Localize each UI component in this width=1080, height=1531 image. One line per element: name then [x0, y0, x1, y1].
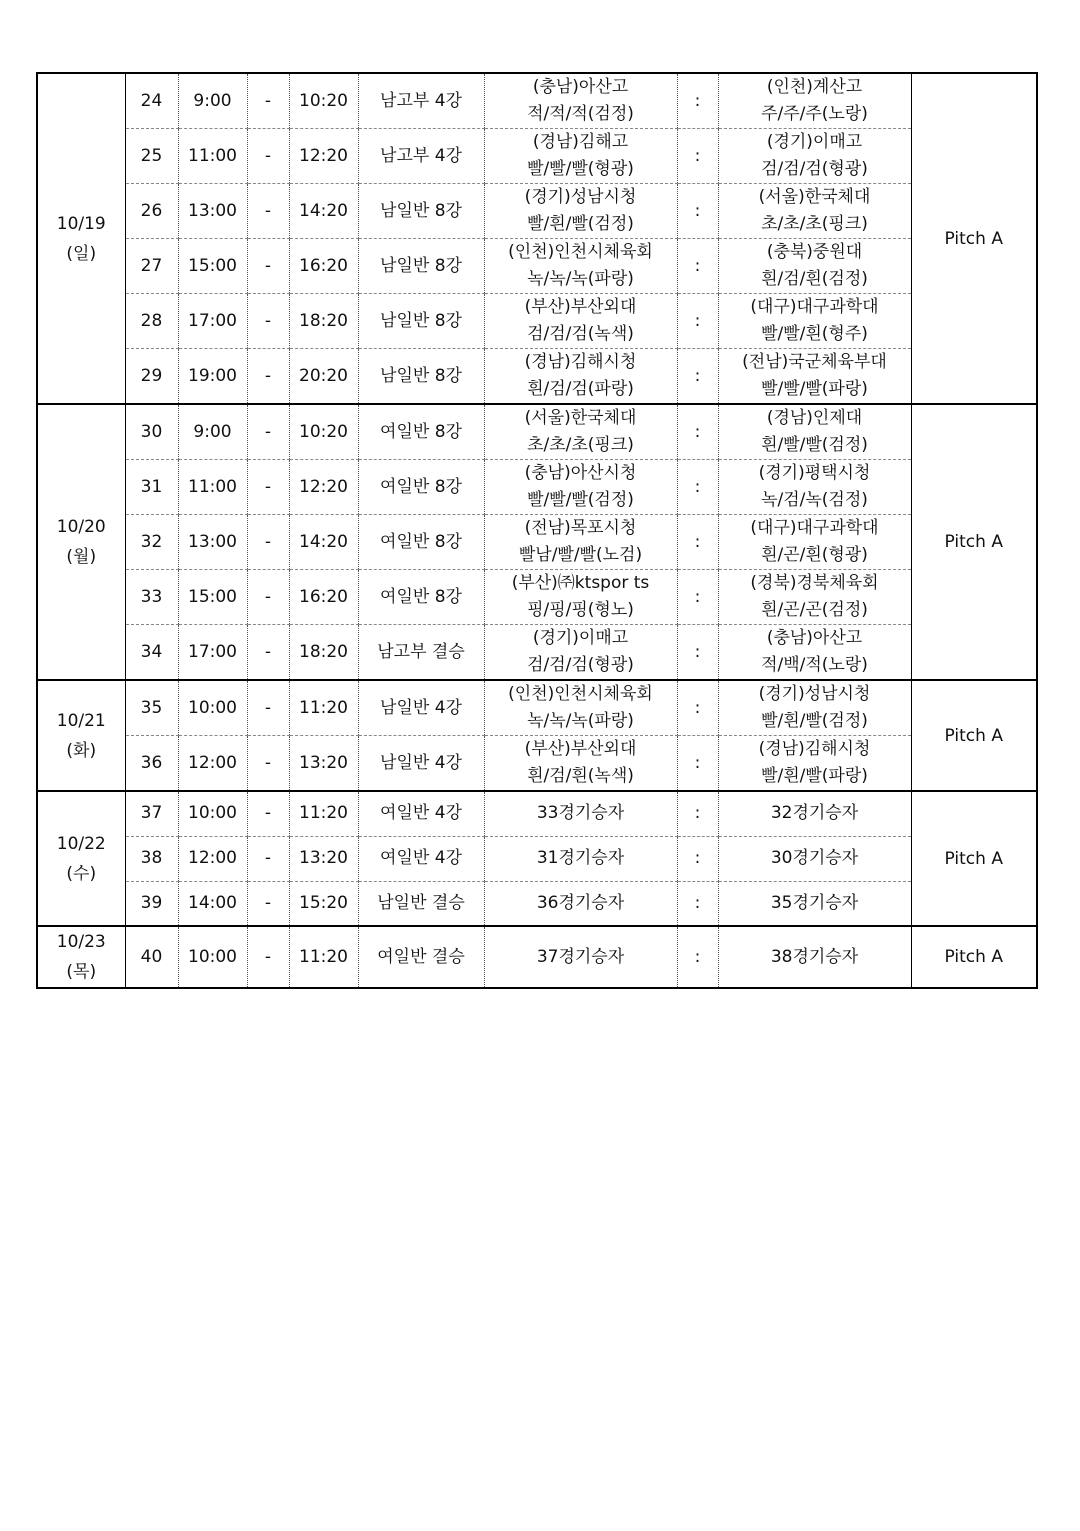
- time-separator: -: [247, 680, 289, 736]
- home-team-line: 흰/검/검(파랑): [527, 379, 634, 399]
- home-team: [484, 680, 677, 736]
- away-team: [718, 736, 911, 792]
- division-round: 남고부 4강: [358, 129, 484, 184]
- table-row: [37, 184, 1037, 239]
- match-number: 36: [125, 736, 178, 792]
- match-date: [37, 791, 125, 926]
- end-time: 10:20: [289, 404, 358, 460]
- home-team-line: 빨남/빨/빨(노검): [518, 545, 643, 565]
- division-round: 여일반 결승: [358, 926, 484, 988]
- away-team-line: 흰/검/흰(검정): [761, 269, 868, 289]
- division-round: 여일반 8강: [358, 515, 484, 570]
- time-separator: -: [247, 460, 289, 515]
- away-team-line: 38경기승자: [770, 946, 859, 967]
- versus-separator: :: [677, 294, 718, 349]
- date-label: 10/20: [56, 517, 106, 537]
- home-team: [484, 73, 677, 129]
- away-team-line: (대구)대구과학대: [750, 297, 879, 317]
- home-team-line: (인천)인천시체육회: [508, 242, 653, 262]
- date-label: 10/21: [56, 710, 106, 731]
- home-team: [484, 791, 677, 836]
- table-row: [37, 881, 1037, 926]
- start-time: 19:00: [178, 349, 247, 405]
- end-time: 13:20: [289, 836, 358, 881]
- end-time: 16:20: [289, 570, 358, 625]
- weekday-label: (일): [66, 243, 97, 264]
- table-row: [37, 515, 1037, 570]
- away-team-line: 흰/곤/흰(형광): [761, 545, 868, 565]
- table-row: [37, 736, 1037, 792]
- start-time: 15:00: [178, 570, 247, 625]
- away-team-line: 빨/빨/빨(파랑): [761, 379, 868, 399]
- end-time: 11:20: [289, 680, 358, 736]
- start-time: 11:00: [178, 460, 247, 515]
- pitch-label: Pitch A: [911, 791, 1037, 926]
- end-time: 15:20: [289, 881, 358, 926]
- schedule-body: [37, 73, 1037, 988]
- home-team-line: 검/검/검(녹색): [527, 324, 634, 344]
- table-row: [37, 73, 1037, 129]
- away-team: [718, 791, 911, 836]
- start-time: 9:00: [178, 73, 247, 129]
- time-separator: -: [247, 349, 289, 405]
- away-team: [718, 515, 911, 570]
- home-team-line: (경기)성남시청: [524, 187, 637, 207]
- away-team: [718, 836, 911, 881]
- away-team: [718, 239, 911, 294]
- match-date: [37, 680, 125, 791]
- match-number: 26: [125, 184, 178, 239]
- table-row: [37, 625, 1037, 681]
- division-round: 여일반 8강: [358, 404, 484, 460]
- home-team: [484, 625, 677, 681]
- home-team: [484, 239, 677, 294]
- time-separator: -: [247, 836, 289, 881]
- time-separator: -: [247, 239, 289, 294]
- away-team-line: (경기)평택시청: [758, 463, 871, 483]
- home-team-line: 31경기승자: [536, 848, 625, 868]
- home-team-line: (전남)목포시청: [524, 518, 637, 538]
- match-number: 28: [125, 294, 178, 349]
- home-team: [484, 349, 677, 405]
- home-team-line: 빨/흰/빨(검정): [527, 214, 634, 234]
- match-number: 38: [125, 836, 178, 881]
- match-number: 34: [125, 625, 178, 681]
- match-number: 32: [125, 515, 178, 570]
- away-team: [718, 294, 911, 349]
- versus-separator: :: [677, 926, 718, 988]
- home-team-line: (경남)김해고: [532, 132, 629, 152]
- table-row: [37, 294, 1037, 349]
- time-separator: -: [247, 73, 289, 129]
- end-time: 12:20: [289, 129, 358, 184]
- time-separator: -: [247, 404, 289, 460]
- start-time: 15:00: [178, 239, 247, 294]
- table-row: [37, 926, 1037, 988]
- away-team-line: (전남)국군체육부대: [742, 352, 887, 372]
- away-team-line: 적/백/적(노랑): [761, 655, 868, 675]
- date-label: 10/19: [56, 213, 106, 234]
- match-number: 31: [125, 460, 178, 515]
- date-label: 10/22: [56, 833, 106, 854]
- match-number: 25: [125, 129, 178, 184]
- away-team-line: (경남)인제대: [766, 408, 863, 428]
- away-team: [718, 881, 911, 926]
- home-team-line: (인천)인천시체육회: [508, 684, 653, 704]
- home-team-line: 핑/핑/핑(형노): [527, 600, 634, 620]
- match-number: 40: [125, 926, 178, 988]
- away-team-line: (서울)한국체대: [758, 187, 871, 207]
- versus-separator: :: [677, 881, 718, 926]
- end-time: 18:20: [289, 294, 358, 349]
- home-team: [484, 836, 677, 881]
- home-team-line: (서울)한국체대: [524, 408, 637, 428]
- away-team-line: (경기)성남시청: [758, 684, 871, 704]
- home-team-line: 빨/빨/빨(검정): [527, 490, 634, 510]
- home-team-line: (경기)이매고: [532, 628, 629, 648]
- division-round: 여일반 8강: [358, 570, 484, 625]
- start-time: 13:00: [178, 515, 247, 570]
- division-round: 여일반 4강: [358, 836, 484, 881]
- home-team: [484, 570, 677, 625]
- away-team-line: (경남)김해시청: [758, 739, 871, 759]
- division-round: 여일반 8강: [358, 460, 484, 515]
- time-separator: -: [247, 881, 289, 926]
- end-time: 14:20: [289, 184, 358, 239]
- away-team: [718, 404, 911, 460]
- end-time: 11:20: [289, 791, 358, 836]
- away-team-line: (대구)대구과학대: [750, 518, 879, 538]
- away-team-line: 빨/흰/빨(파랑): [761, 766, 868, 786]
- away-team-line: (충북)중원대: [766, 242, 863, 262]
- end-time: 14:20: [289, 515, 358, 570]
- start-time: 11:00: [178, 129, 247, 184]
- match-schedule-table: [36, 72, 1038, 989]
- versus-separator: :: [677, 736, 718, 792]
- division-round: 남일반 4강: [358, 680, 484, 736]
- home-team-line: (부산)부산외대: [524, 297, 637, 317]
- away-team: [718, 349, 911, 405]
- start-time: 14:00: [178, 881, 247, 926]
- match-date: [37, 73, 125, 404]
- division-round: 남일반 8강: [358, 349, 484, 405]
- away-team-line: 32경기승자: [770, 803, 859, 824]
- home-team-line: 적/적/적(검정): [527, 104, 634, 124]
- time-separator: -: [247, 736, 289, 792]
- away-team-line: 검/검/검(형광): [761, 159, 868, 179]
- home-team-line: 녹/녹/녹(파랑): [527, 711, 634, 731]
- versus-separator: :: [677, 404, 718, 460]
- versus-separator: :: [677, 129, 718, 184]
- home-team-line: (충남)아산고: [532, 77, 629, 97]
- weekday-label: (화): [66, 740, 97, 761]
- pitch-label: Pitch A: [911, 926, 1037, 988]
- home-team-line: (부산)부산외대: [524, 739, 637, 759]
- match-date: [37, 926, 125, 988]
- away-team: [718, 184, 911, 239]
- home-team: [484, 460, 677, 515]
- start-time: 10:00: [178, 680, 247, 736]
- home-team: [484, 294, 677, 349]
- versus-separator: :: [677, 515, 718, 570]
- away-team: [718, 73, 911, 129]
- weekday-label: (목): [66, 962, 97, 982]
- home-team-line: 빨/빨/빨(형광): [527, 159, 634, 179]
- match-number: 29: [125, 349, 178, 405]
- versus-separator: :: [677, 239, 718, 294]
- versus-separator: :: [677, 184, 718, 239]
- table-row: [37, 404, 1037, 460]
- table-row: [37, 129, 1037, 184]
- home-team-line: 36경기승자: [536, 892, 625, 913]
- versus-separator: :: [677, 73, 718, 129]
- match-number: 33: [125, 570, 178, 625]
- versus-separator: :: [677, 460, 718, 515]
- home-team-line: (충남)아산시청: [524, 463, 637, 483]
- away-team-line: 녹/검/녹(검정): [761, 490, 868, 510]
- division-round: 남일반 4강: [358, 736, 484, 792]
- date-label: 10/23: [56, 932, 106, 952]
- end-time: 16:20: [289, 239, 358, 294]
- home-team-line: 37경기승자: [536, 946, 625, 967]
- start-time: 17:00: [178, 294, 247, 349]
- away-team-line: 빨/흰/빨(검정): [761, 711, 868, 731]
- start-time: 12:00: [178, 736, 247, 792]
- versus-separator: :: [677, 836, 718, 881]
- match-number: 39: [125, 881, 178, 926]
- pitch-label: Pitch A: [911, 680, 1037, 791]
- match-number: 37: [125, 791, 178, 836]
- table-row: [37, 239, 1037, 294]
- away-team-line: 빨/빨/흰(형주): [761, 324, 868, 344]
- start-time: 17:00: [178, 625, 247, 681]
- division-round: 남고부 4강: [358, 73, 484, 129]
- table-row: [37, 791, 1037, 836]
- end-time: 11:20: [289, 926, 358, 988]
- home-team: [484, 926, 677, 988]
- end-time: 12:20: [289, 460, 358, 515]
- time-separator: -: [247, 129, 289, 184]
- away-team: [718, 926, 911, 988]
- away-team-line: 주/주/주(노랑): [761, 104, 868, 124]
- weekday-label: (수): [66, 863, 97, 884]
- home-team: [484, 184, 677, 239]
- time-separator: -: [247, 791, 289, 836]
- home-team-line: 초/초/초(핑크): [527, 435, 634, 455]
- away-team: [718, 129, 911, 184]
- end-time: 10:20: [289, 73, 358, 129]
- match-number: 24: [125, 73, 178, 129]
- away-team-line: 초/초/초(핑크): [761, 214, 868, 234]
- end-time: 20:20: [289, 349, 358, 405]
- away-team: [718, 460, 911, 515]
- versus-separator: :: [677, 791, 718, 836]
- table-row: [37, 570, 1037, 625]
- weekday-label: (월): [66, 547, 97, 567]
- start-time: 10:00: [178, 791, 247, 836]
- away-team-line: 35경기승자: [770, 892, 859, 913]
- division-round: 남고부 결승: [358, 625, 484, 681]
- table-row: [37, 680, 1037, 736]
- home-team-line: 33경기승자: [536, 803, 625, 824]
- away-team-line: 흰/곤/곤(검정): [761, 600, 868, 620]
- home-team: [484, 129, 677, 184]
- away-team: [718, 570, 911, 625]
- match-number: 27: [125, 239, 178, 294]
- division-round: 남일반 결승: [358, 881, 484, 926]
- start-time: 12:00: [178, 836, 247, 881]
- match-number: 30: [125, 404, 178, 460]
- match-date: [37, 404, 125, 680]
- end-time: 18:20: [289, 625, 358, 681]
- time-separator: -: [247, 570, 289, 625]
- away-team-line: (경북)경북체육회: [750, 573, 879, 593]
- home-team-line: 검/검/검(형광): [527, 655, 634, 675]
- start-time: 9:00: [178, 404, 247, 460]
- away-team-line: 흰/빨/빨(검정): [761, 435, 868, 455]
- pitch-label: Pitch A: [911, 73, 1037, 404]
- time-separator: -: [247, 926, 289, 988]
- time-separator: -: [247, 184, 289, 239]
- versus-separator: :: [677, 625, 718, 681]
- versus-separator: :: [677, 349, 718, 405]
- time-separator: -: [247, 515, 289, 570]
- away-team: [718, 625, 911, 681]
- time-separator: -: [247, 625, 289, 681]
- start-time: 13:00: [178, 184, 247, 239]
- home-team: [484, 881, 677, 926]
- versus-separator: :: [677, 680, 718, 736]
- time-separator: -: [247, 294, 289, 349]
- home-team: [484, 404, 677, 460]
- away-team-line: 30경기승자: [770, 848, 859, 868]
- away-team: [718, 680, 911, 736]
- home-team: [484, 515, 677, 570]
- home-team-line: 녹/녹/녹(파랑): [527, 269, 634, 289]
- home-team-line: 흰/검/흰(녹색): [527, 766, 634, 786]
- division-round: 남일반 8강: [358, 239, 484, 294]
- home-team-line: (부산)㈜ktspor ts: [511, 573, 650, 593]
- home-team: [484, 736, 677, 792]
- division-round: 남일반 8강: [358, 184, 484, 239]
- home-team-line: (경남)김해시청: [524, 352, 637, 372]
- versus-separator: :: [677, 570, 718, 625]
- division-round: 여일반 4강: [358, 791, 484, 836]
- division-round: 남일반 8강: [358, 294, 484, 349]
- pitch-label: Pitch A: [911, 404, 1037, 680]
- table-row: [37, 349, 1037, 405]
- match-number: 35: [125, 680, 178, 736]
- away-team-line: (경기)이매고: [766, 132, 863, 152]
- table-row: [37, 836, 1037, 881]
- away-team-line: (충남)아산고: [766, 628, 863, 648]
- away-team-line: (인천)계산고: [766, 77, 863, 97]
- end-time: 13:20: [289, 736, 358, 792]
- start-time: 10:00: [178, 926, 247, 988]
- table-row: [37, 460, 1037, 515]
